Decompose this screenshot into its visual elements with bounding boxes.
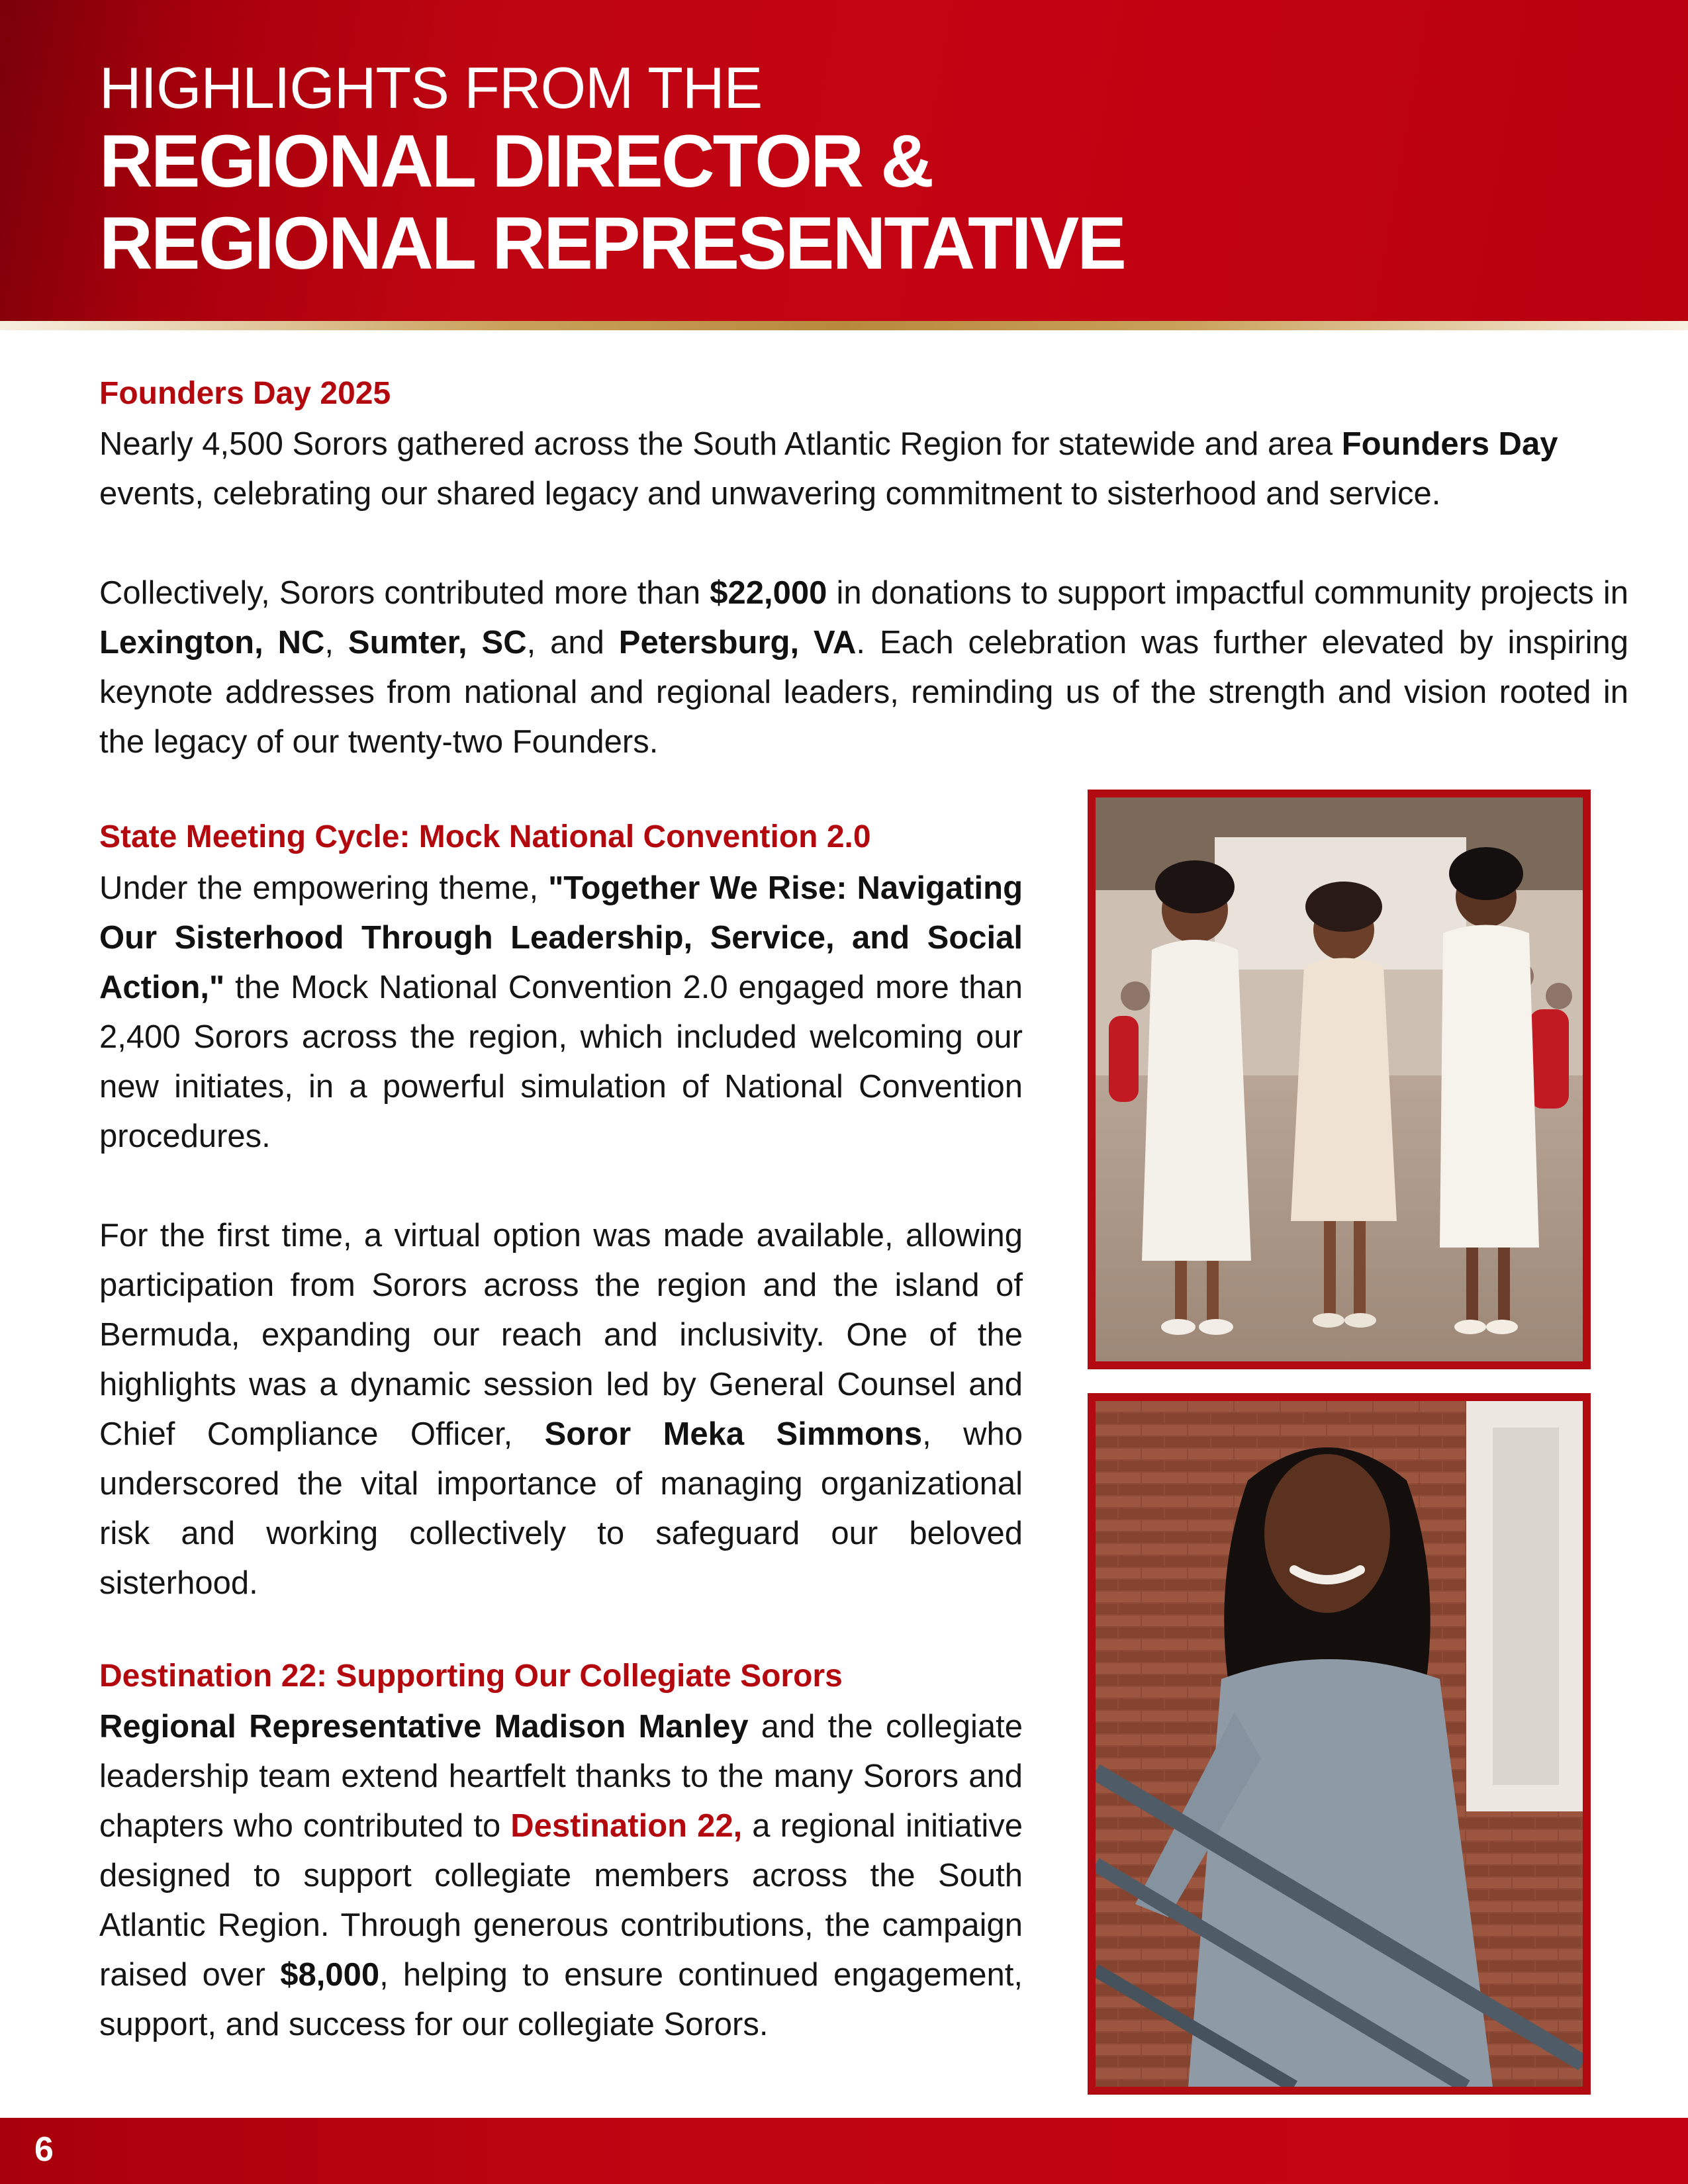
destination22-heading: Destination 22: Supporting Our Collegiate Sorors: [99, 1659, 843, 1694]
state-meeting-paragraph-1: Under the empowering theme, "Together We Rise: Navigating Our Sisterhood Through Leadership, Service, and Social Action," the Mock National Convention 2.0 engaged more than 2,400 Sorors across the region, which included welcoming our new initiates, in a powerful simulation of National Convention procedures.: [99, 870, 1023, 1154]
founders-day-paragraph-1: Nearly 4,500 Sorors gathered across the South Atlantic Region for statewide and area Founders Day events, celebrating our shared legacy and unwavering commitment to sisterhood and service.: [99, 426, 1558, 512]
photo-madison-manley: [1088, 1393, 1591, 2095]
state-meeting-paragraph-2: For the first time, a virtual option was made available, allowing participation from Sorors across the region and the island of Bermuda, expanding our reach and inclusivity. One of the highlights was a dynamic session led by General Counsel and Chief Compliance Officer, Soror Meka Simmons, who underscored the vital importance of managing organizational risk and working collectively to safeguard our beloved sisterhood.: [99, 1218, 1023, 1601]
photo-three-women-illustration: [1096, 797, 1583, 1361]
header-kicker: HIGHLIGHTS FROM THE: [99, 55, 763, 120]
title-line-2: REGIONAL REPRESENTATIVE: [99, 202, 1125, 285]
title-line-1: REGIONAL DIRECTOR &: [99, 120, 933, 203]
gold-divider: [0, 321, 1688, 330]
page-header-banner: [0, 0, 1688, 321]
founders-day-heading: Founders Day 2025: [99, 376, 391, 411]
destination22-paragraph: Regional Representative Madison Manley and the collegiate leadership team extend heartfelt thanks to the many Sorors and chapters who contributed to Destination 22, a regional initiative designed to support collegiate members across the South Atlantic Region. Through generous contributions, the campaign raised over $8,000, helping to ensure continued engagement, support, and success for our collegiate Sorors.: [99, 1709, 1023, 2042]
state-meeting-heading: State Meeting Cycle: Mock National Convention 2.0: [99, 819, 871, 854]
photo-three-women-walking: [1088, 790, 1591, 1369]
photo-woman-steps-illustration: [1096, 1401, 1583, 2087]
founders-day-paragraph-2: Collectively, Sorors contributed more than $22,000 in donations to support impactful community projects in Lexington, NC, Sumter, SC, and Petersburg, VA. Each celebration was further elevated by inspiring keynote addresses from national and regional leaders, reminding us of the strength and vision rooted in the legacy of our twenty-two Founders.: [99, 575, 1628, 760]
page-number: 6: [34, 2130, 54, 2169]
page-title: [99, 120, 1125, 285]
page-footer: [0, 2118, 1688, 2184]
